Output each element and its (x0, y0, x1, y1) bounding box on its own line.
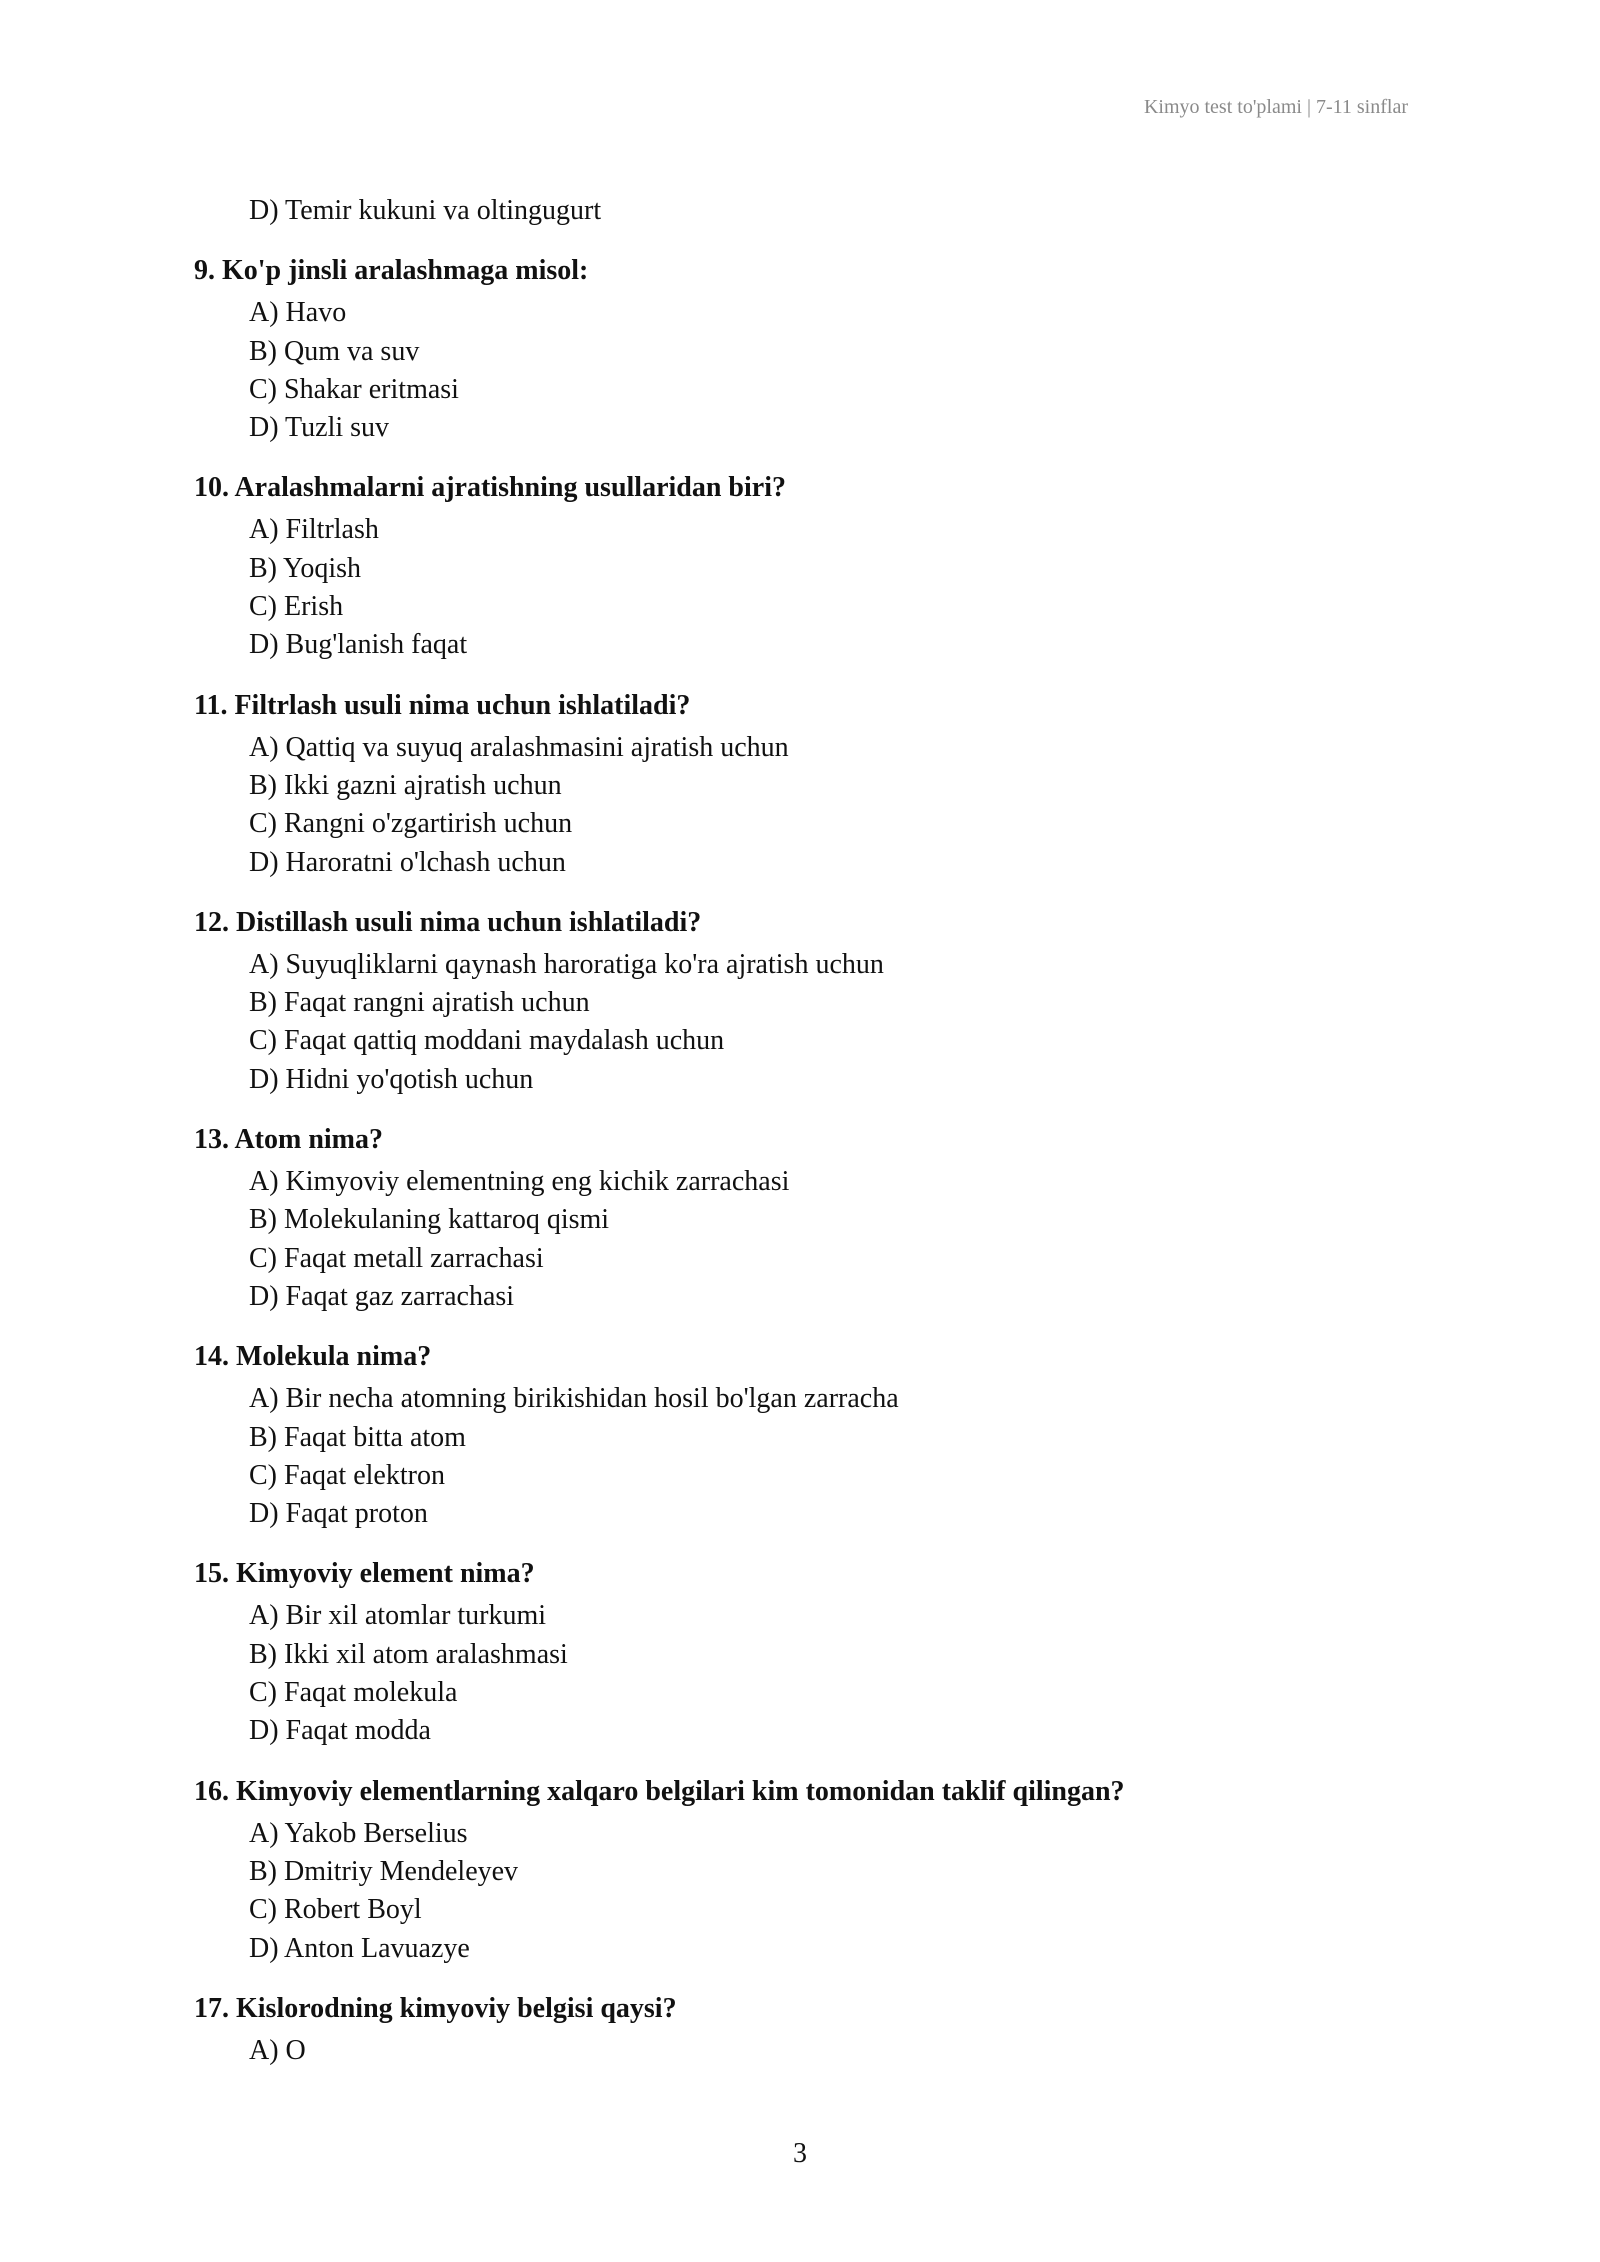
question-title: 15. Kimyoviy element nima? (194, 1558, 535, 1590)
answer-option: B) Qum va suv (249, 335, 420, 367)
question-17 (194, 1990, 1414, 2070)
answer-option: D) Bug'lanish faqat (249, 629, 468, 661)
running-header: Kimyo test to'plami | 7-11 sinflar (1143, 96, 1408, 118)
answer-option: A) Suyuqliklarni qaynash haroratiga ko'ra ajratish uchun (249, 948, 884, 980)
answer-option: A) Kimyoviy elementning eng kichik zarrachasi (249, 1166, 790, 1198)
answer-option: B) Yoqish (249, 552, 362, 584)
page-number: 3 (793, 2138, 807, 2169)
answer-option: A) Yakob Berselius (249, 1817, 468, 1849)
question-title: 17. Kislorodning kimyoviy belgisi qaysi? (194, 1992, 677, 2024)
answer-option: C) Shakar eritmasi (249, 373, 459, 405)
question-title: 10. Aralashmalarni ajratishning usullaridan biri? (194, 472, 786, 504)
answer-option: B) Faqat rangni ajratish uchun (249, 987, 590, 1019)
question-11 (194, 687, 1414, 882)
answer-option: D) Faqat modda (249, 1715, 431, 1747)
answer-option: A) Bir xil atomlar turkumi (249, 1600, 547, 1632)
answer-option: C) Faqat qattiq moddani maydalash uchun (249, 1025, 725, 1057)
answer-option: D) Faqat proton (249, 1498, 428, 1530)
question-12 (194, 904, 1414, 1099)
answer-option: C) Rangni o'zgartirish uchun (249, 808, 573, 840)
answer-option: C) Faqat molekula (249, 1677, 458, 1709)
question-title: 16. Kimyoviy elementlarning xalqaro belgilari kim tomonidan taklif qilingan? (194, 1775, 1125, 1807)
answer-option: A) O (249, 2034, 306, 2066)
question-title: 13. Atom nima? (194, 1124, 383, 1156)
question-title: 12. Distillash usuli nima uchun ishlatiladi? (194, 906, 702, 938)
answer-option: B) Ikki xil atom aralashmasi (249, 1638, 568, 1670)
answer-option: A) Filtrlash (249, 514, 379, 546)
question-9 (194, 252, 1414, 447)
answer-option: C) Erish (249, 591, 344, 623)
answer-option: D) Hidni yo'qotish uchun (249, 1063, 534, 1095)
question-title: 9. Ko'p jinsli aralashmaga misol: (194, 255, 589, 287)
question-13 (194, 1121, 1414, 1316)
answer-option: B) Ikki gazni ajratish uchun (249, 769, 562, 801)
answer-option: C) Faqat elektron (249, 1459, 445, 1491)
answer-option: A) Havo (249, 297, 347, 329)
question-title: 11. Filtrlash usuli nima uchun ishlatiladi? (194, 689, 691, 721)
answer-option: C) Faqat metall zarrachasi (249, 1242, 544, 1274)
question-15 (194, 1555, 1414, 1750)
answer-option: B) Faqat bitta atom (249, 1421, 466, 1453)
answer-option: D) Tuzli suv (249, 412, 390, 444)
answer-option: D) Faqat gaz zarrachasi (249, 1280, 515, 1312)
question-title: 14. Molekula nima? (194, 1341, 432, 1373)
answer-option: A) Bir necha atomning birikishidan hosil bo'lgan zarracha (249, 1383, 899, 1415)
question-list (194, 192, 1414, 2070)
answer-option: A) Qattiq va suyuq aralashmasini ajratish uchun (249, 731, 789, 763)
question-14 (194, 1338, 1414, 1533)
answer-option: D) Haroratni o'lchash uchun (249, 846, 566, 878)
answer-option: C) Robert Boyl (249, 1894, 422, 1926)
question-10 (194, 469, 1414, 664)
answer-option: B) Dmitriy Mendeleyev (249, 1855, 519, 1887)
continued-option: D) Temir kukuni va oltingugurt (249, 195, 602, 226)
answer-option: D) Anton Lavuazye (249, 1932, 470, 1964)
answer-option: B) Molekulaning kattaroq qismi (249, 1204, 610, 1236)
question-16 (194, 1773, 1414, 1968)
